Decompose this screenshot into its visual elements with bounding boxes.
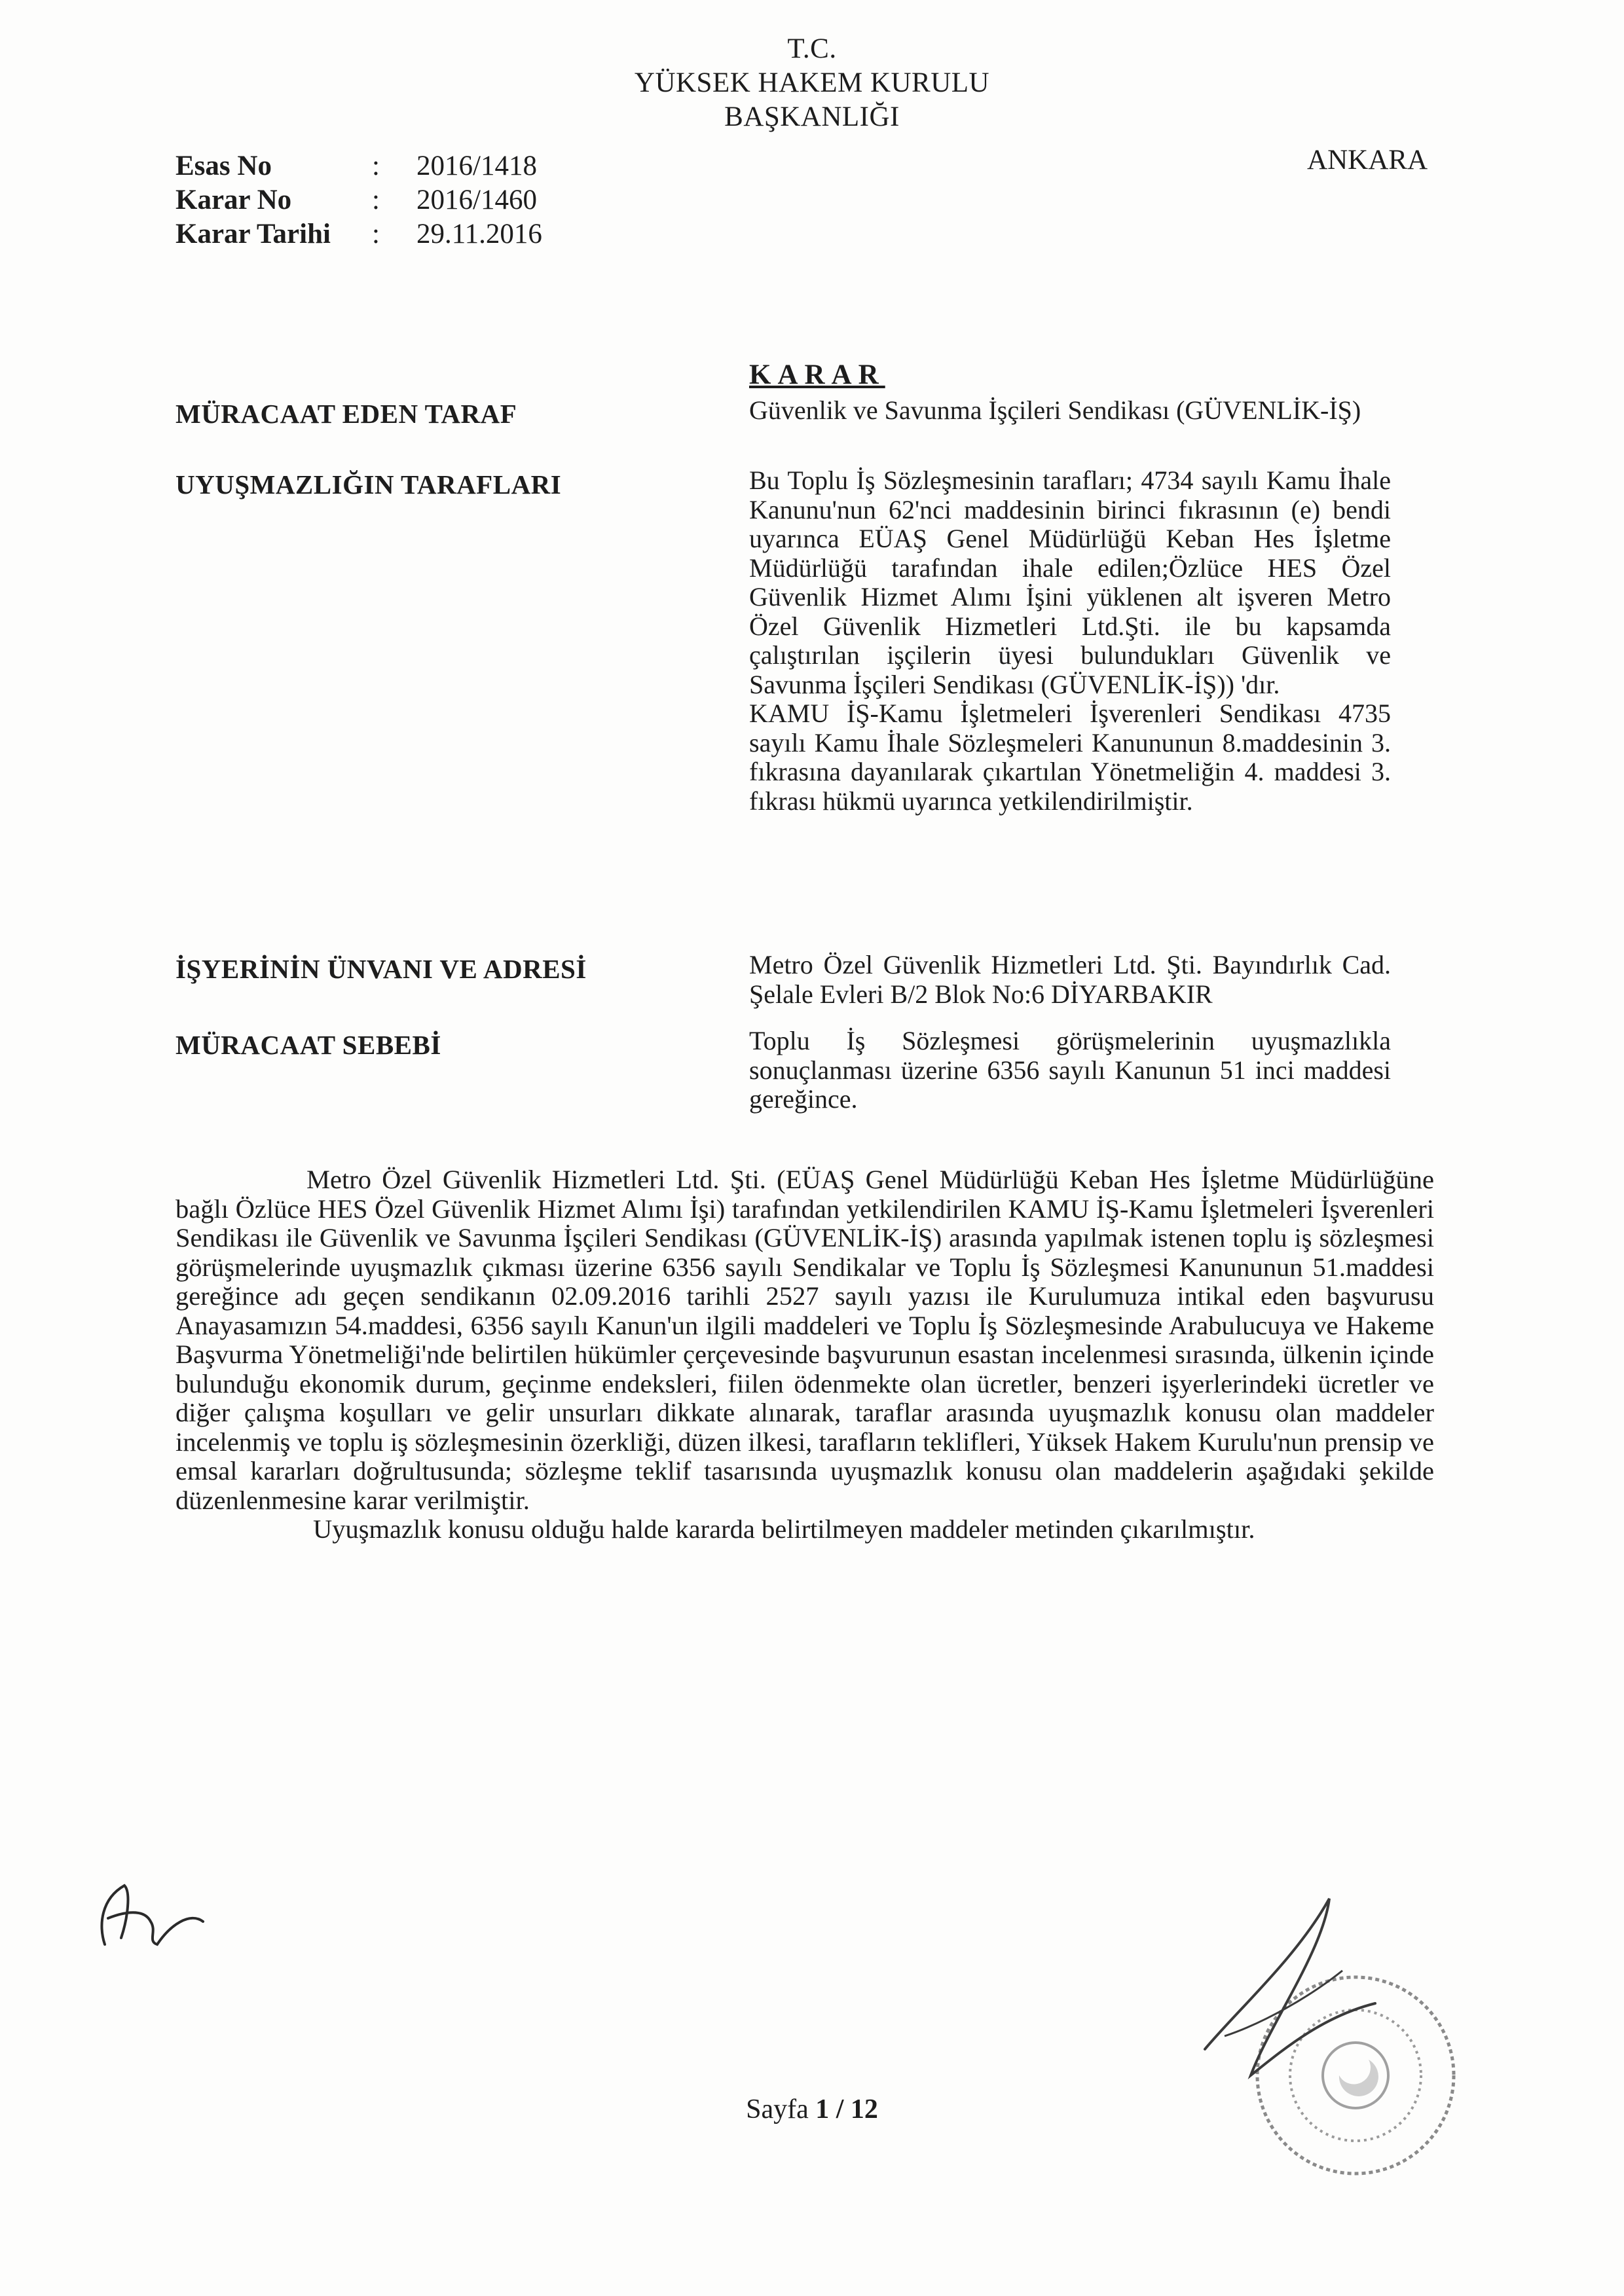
header-line-tc: T.C. (787, 33, 837, 64)
label-muracaat-sebebi: MÜRACAAT SEBEBİ (175, 1030, 441, 1060)
tarih-row (175, 217, 542, 251)
page-footer (0, 2094, 1624, 2125)
label-muracaat-eden: MÜRACAAT EDEN TARAF (175, 399, 517, 429)
karar-colon: : (372, 185, 380, 215)
decision-body (175, 1165, 1434, 1544)
tarih-label: Karar Tarihi (175, 219, 331, 249)
taraflar-paragraph-1: Bu Toplu İş Sözleşmesinin tarafları; 4734 sayılı Kamu İhale Kanunu'nun 62'nci maddesinin birinci fıkrasının (e) bendi uyarınca EÜAŞ Genel Müdürlüğü Keban Hes İşletme Müdürlüğü tarafından ihale edilen;Özlüce HES Özel Güvenlik Hizmet Alımı İşini yüklenen alt işveren Metro Özel Güvenlik Hizmetleri Ltd.Şti. ile bu kapsamda çalıştırılan işçilerin üyesi bulundukları Güvenlik ve Savunma İşçileri Sendikası (GÜVENLİK-İŞ)) 'dır. (749, 465, 1391, 699)
city: ANKARA (1307, 145, 1428, 175)
karar-value: 2016/1460 (416, 185, 537, 215)
karar-row (175, 183, 542, 217)
tarih-colon: : (372, 219, 380, 249)
esas-row (175, 149, 542, 183)
esas-value: 2016/1418 (416, 151, 537, 181)
taraflar-paragraph-2: KAMU İŞ-Kamu İşletmeleri İşverenleri Sendikası 4735 sayılı Kamu İhale Sözleşmeleri Kanununun 8.maddesinin 3. fıkrasına dayanılarak çıkartılan Yönetmeliğin 4. maddesi 3. fıkrası hükmü uyarınca yetkilendirilmiştir. (749, 699, 1391, 816)
handwritten-initials (85, 1872, 216, 1964)
esas-colon: : (372, 151, 380, 181)
tarih-value: 29.11.2016 (416, 219, 542, 249)
page-number: 1 / 12 (815, 2094, 878, 2124)
header-line-baskanlik: BAŞKANLIĞI (724, 101, 900, 132)
header-line-kurul: YÜKSEK HAKEM KURULU (634, 67, 990, 98)
value-muracaat-eden (749, 396, 1391, 426)
page-label: Sayfa (746, 2094, 816, 2124)
value-sebep (749, 1027, 1391, 1114)
value-taraflar (749, 466, 1391, 816)
karar-heading: KARAR (749, 359, 885, 390)
esas-label: Esas No (175, 151, 272, 181)
official-seal-icon (1179, 1879, 1493, 2193)
value-isyeri (749, 951, 1391, 1009)
case-meta (175, 149, 542, 251)
body-paragraph-1: Metro Özel Güvenlik Hizmetleri Ltd. Şti. (EÜAŞ Genel Müdürlüğü Keban Hes İşletme Müdürlüğüne bağlı Özlüce HES Özel Güvenlik Hizmet Alımı İşi) tarafından yetkilendirilen KAMU İŞ-Kamu İşletmeleri İşverenleri Sendikası ile Güvenlik ve Savunma İşçileri Sendikası (GÜVENLİK-İŞ) arasında yapılmak istenen toplu iş sözleşmesi görüşmelerinde uyuşmazlık çıkması üzerine 6356 sayılı Sendikalar ve Toplu İş Sözleşmesi Kanununun 51.maddesi gereğince adı geçen sendikanın 02.09.2016 tarihli 2527 sayılı yazısı ile Kurulumuza intikal eden başvurusu Anayasamızın 54.maddesi, 6356 sayılı Kanun'un ilgili maddeleri ve Toplu İş Sözleşmesinde Arabulucuya ve Hakeme Başvurma Yönetmeliği'nde belirtilen hükümler çerçevesinde başvurunun esastan incelenmesi sırasında, ülkenin içinde bulunduğu ekonomik durum, geçinme endeksleri, fiilen ödenmekte olan ücretler, benzeri işyerlerindeki ücretler ve diğer çalışma koşulları ve gelir unsurları dikkate alınarak, taraflar arasında uyuşmazlık konusu olan maddeler incelenmiş ve toplu iş sözleşmesinin özerkliği, düzen ilkesi, tarafların teklifleri, Yüksek Hakem Kurulu'nun prensip ve emsal kararları doğrultusunda; sözleşme teklif tasarısında uyuşmazlık konusu olan maddelerin aşağıdaki şekilde düzenlenmesine karar verilmiştir. (175, 1165, 1434, 1515)
label-uyusmazlik-taraflari: UYUŞMAZLIĞIN TARAFLARI (175, 469, 562, 500)
muracaat-eden-text: Güvenlik ve Savunma İşçileri Sendikası (GÜVENLİK-İŞ) (749, 395, 1361, 425)
isyeri-text: Metro Özel Güvenlik Hizmetleri Ltd. Şti. Bayındırlık Cad. Şelale Evleri B/2 Blok No:6 DİYARBAKIR (749, 950, 1391, 1009)
label-isyeri: İŞYERİNİN ÜNVANI VE ADRESİ (175, 954, 587, 984)
body-paragraph-2: Uyuşmazlık konusu olduğu halde kararda belirtilmeyen maddeler metinden çıkarılmıştır. (313, 1514, 1255, 1544)
karar-label: Karar No (175, 185, 292, 215)
sebep-text: Toplu İş Sözleşmesi görüşmelerinin uyuşmazlıkla sonuçlanması üzerine 6356 sayılı Kanunun 51 inci maddesi gereğince. (749, 1026, 1391, 1114)
